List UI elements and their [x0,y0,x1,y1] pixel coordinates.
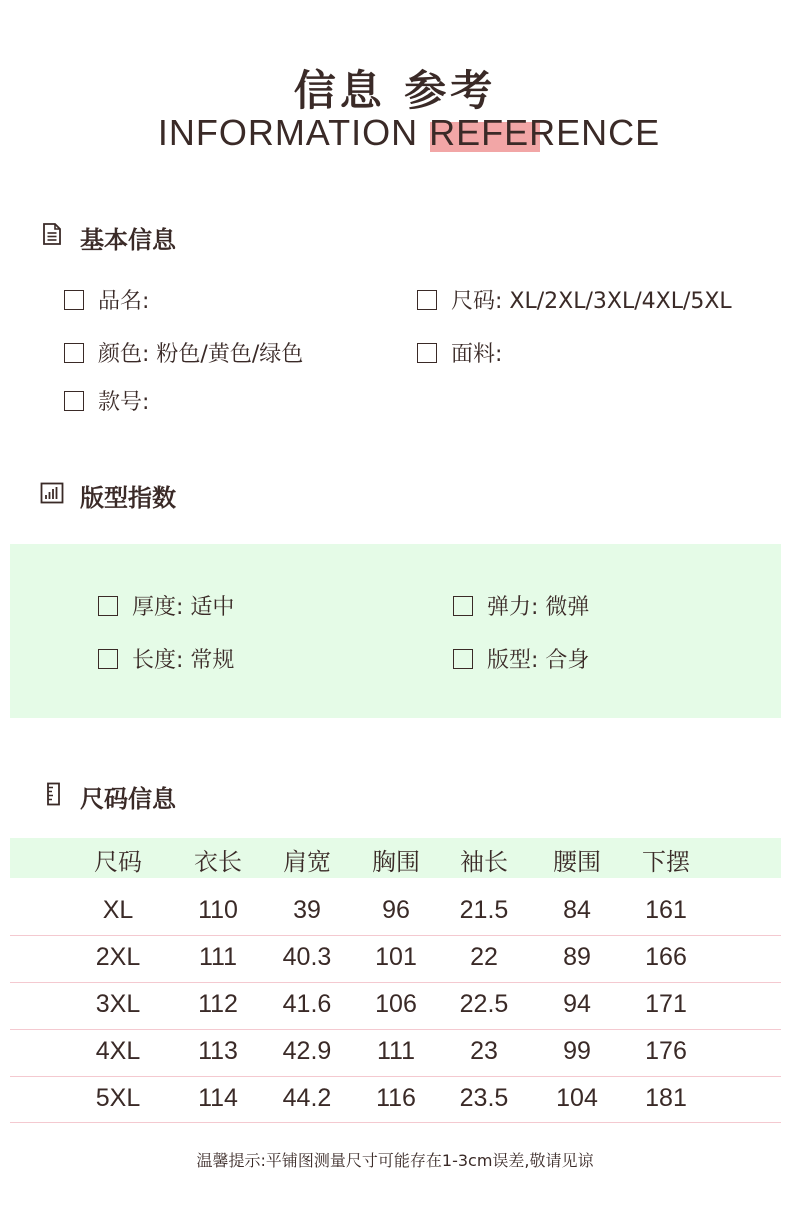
row-divider [10,982,781,983]
column-header: 衣长 [194,848,242,876]
fit-item-length: 长度: 常规 [98,643,234,674]
fit-item-elasticity: 弹力: 微弹 [453,590,589,621]
checkbox-icon [64,391,84,411]
table-cell: 22.5 [459,990,509,1018]
table-cell: 113 [198,1037,238,1065]
table-cell: 104 [556,1084,598,1112]
column-header: 胸围 [372,848,420,876]
info-item-size: 尺码: XL/2XL/3XL/4XL/5XL [417,284,732,315]
page-title: 信息 参考 [293,66,497,115]
table-cell: 94 [563,990,591,1018]
table-row-size: XL [102,896,134,924]
table-cell: 99 [563,1037,591,1065]
row-divider [10,935,781,936]
table-cell: 22 [470,943,498,971]
column-header: 尺码 [94,848,142,876]
table-cell: 161 [645,896,687,924]
table-cell: 166 [645,943,687,971]
table-cell: 23.5 [459,1084,509,1112]
table-cell: 84 [563,896,591,924]
checkbox-icon [98,596,118,616]
table-cell: 41.6 [282,990,332,1018]
fit-item-thickness: 厚度: 适中 [98,590,234,621]
table-cell: 176 [645,1037,687,1065]
table-cell: 112 [198,990,238,1018]
table-cell: 114 [198,1084,238,1112]
table-cell: 106 [375,990,417,1018]
info-item-color: 颜色: 粉色/黄色/绿色 [64,337,303,368]
table-cell: 181 [645,1084,687,1112]
column-header: 下摆 [642,848,690,876]
checkbox-icon [64,290,84,310]
bar-chart-icon [40,481,64,509]
checkbox-icon [417,343,437,363]
table-cell: 89 [563,943,591,971]
table-cell: 171 [645,990,687,1018]
table-cell: 23 [470,1037,498,1065]
table-cell: 110 [198,896,238,924]
document-icon [40,222,64,250]
checkbox-icon [453,596,473,616]
info-item-style-number: 款号: [64,385,149,416]
table-row-size: 2XL [95,943,141,971]
section-heading-size-info: 尺码信息 [80,785,176,813]
table-cell: 116 [376,1084,416,1112]
ruler-icon [42,782,66,810]
checkbox-icon [453,649,473,669]
column-header: 腰围 [553,848,601,876]
info-item-name: 品名: [64,284,149,315]
row-divider [10,1122,781,1123]
section-heading-basic-info: 基本信息 [80,226,176,254]
fit-item-cut: 版型: 合身 [453,643,589,674]
table-cell: 40.3 [282,943,332,971]
row-divider [10,1029,781,1030]
row-divider [10,1076,781,1077]
table-row-size: 3XL [95,990,141,1018]
checkbox-icon [64,343,84,363]
checkbox-icon [417,290,437,310]
measurement-note: 温馨提示:平铺图测量尺寸可能存在1-3cm误差,敬请见谅 [196,1151,594,1170]
section-heading-fit-index: 版型指数 [80,484,176,512]
checkbox-icon [98,649,118,669]
table-cell: 111 [376,1037,415,1065]
table-cell: 39 [293,896,321,924]
table-cell: 42.9 [282,1037,332,1065]
table-row-size: 5XL [95,1084,141,1112]
table-cell: 44.2 [282,1084,332,1112]
column-header: 肩宽 [283,848,331,876]
fit-index-panel [10,544,781,718]
table-cell: 21.5 [459,896,509,924]
table-cell: 96 [382,896,410,924]
table-row-size: 4XL [95,1037,141,1065]
table-cell: 111 [198,943,237,971]
page-subtitle: INFORMATION REFERENCE [157,112,661,153]
info-item-fabric: 面料: [417,337,502,368]
table-cell: 101 [375,943,417,971]
column-header: 袖长 [460,848,508,876]
